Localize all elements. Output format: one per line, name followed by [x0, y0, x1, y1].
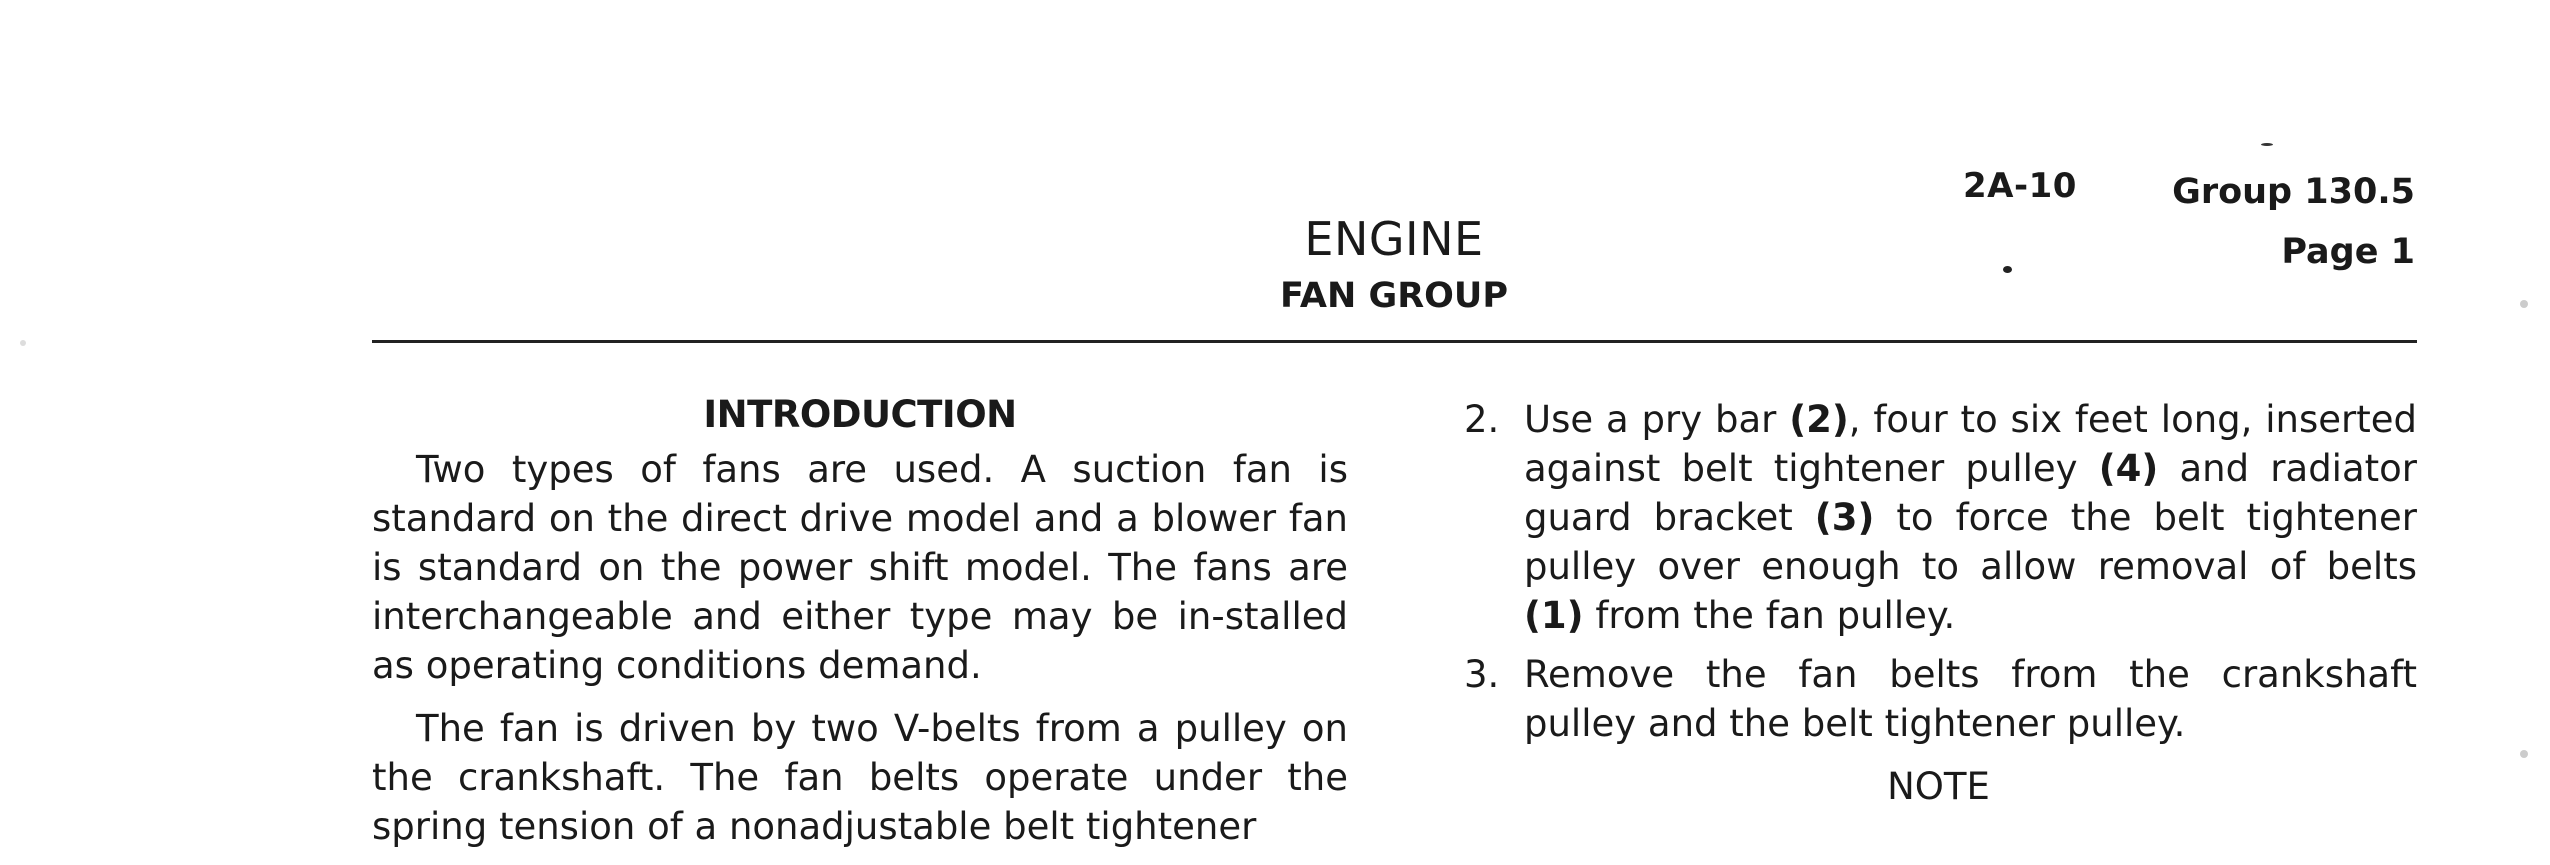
step-2-text	[1524, 398, 2417, 637]
header-divider	[372, 340, 2417, 343]
step-2	[1460, 395, 2417, 640]
callout-2: (2)	[1789, 398, 1849, 441]
scan-speck	[2003, 266, 2012, 273]
right-column	[1460, 395, 2417, 811]
document-code: 2A-10	[1963, 166, 2077, 206]
scan-speck	[2520, 300, 2528, 308]
scan-speck	[2520, 750, 2528, 758]
callout-4: (4)	[2098, 447, 2159, 490]
page-number: Page 1	[2281, 232, 2415, 272]
group-number: Group 130.5	[2172, 172, 2415, 212]
step-2-text-part: Use a pry bar	[1524, 398, 1790, 441]
step-3-text: Remove the fan belts from the crankshaft pulley and the belt tightener pulley.	[1524, 653, 2417, 745]
left-column	[372, 390, 1348, 865]
callout-1: (1)	[1524, 594, 1584, 637]
scan-speck	[2261, 143, 2273, 146]
step-2-text-part: and radiator guard bracket	[1524, 447, 2417, 539]
note-heading: NOTE	[1887, 765, 1990, 808]
page-title: ENGINE	[1304, 212, 1484, 266]
step-2-text-part: from the fan pulley.	[1583, 594, 1956, 637]
step-2-number: 2.	[1464, 398, 1500, 441]
intro-paragraph-1: Two types of fans are used. A suction fan is standard on the direct drive model and a blower fan is standard on the power shift model. The fans are interchangeable and either type may be in-stalled as operating conditions demand.	[372, 448, 1348, 687]
intro-paragraph-2: The fan is driven by two V-belts from a pulley on the crankshaft. The fan belts operate under the spring tension of a nonadjustable belt tightener	[372, 707, 1348, 848]
step-3-number: 3.	[1464, 653, 1500, 696]
section-heading-introduction: INTRODUCTION	[703, 393, 1017, 436]
page-subtitle: FAN GROUP	[1280, 276, 1508, 316]
step-2-text-part: , four to six feet long, inserted against belt tightener pulley	[1524, 398, 2417, 490]
step-3	[1460, 650, 2417, 748]
step-2-text-part: to force the belt tightener pulley over enough to allow removal of belts	[1524, 496, 2417, 588]
scan-speck	[20, 340, 26, 346]
callout-3: (3)	[1814, 496, 1875, 539]
